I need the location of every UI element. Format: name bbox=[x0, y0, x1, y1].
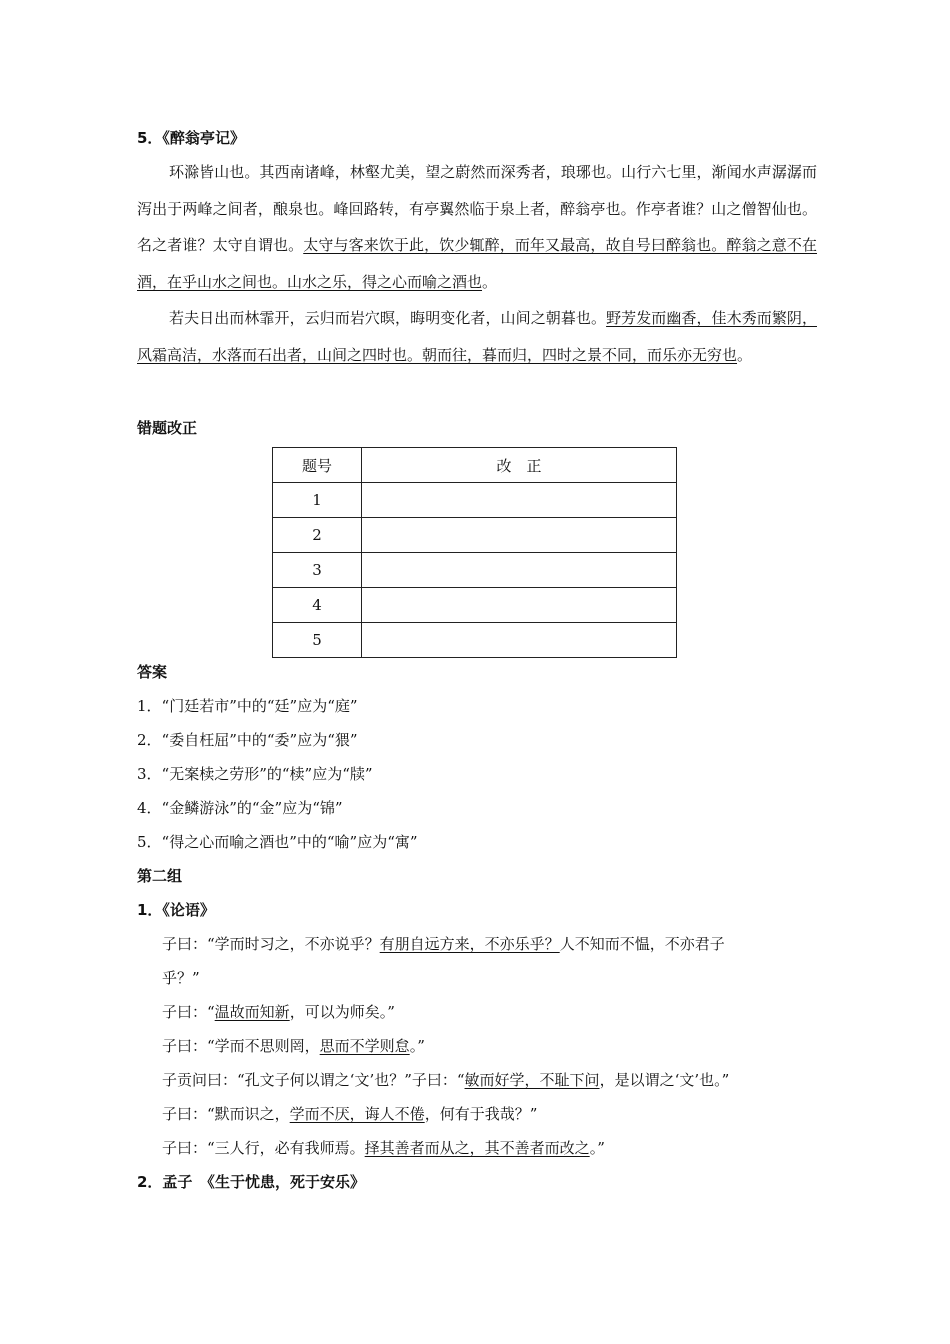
text-segment: 乎？” bbox=[162, 969, 200, 987]
answer-item: 5．“得之心而喻之酒也”中的“喻”应为“寓” bbox=[137, 833, 418, 851]
row-number: 1 bbox=[273, 483, 362, 518]
para1-seg-0: 环滁皆山也。其西南诸峰，林壑尤美，望之蔚然而深秀者，琅琊也。山行六七里，渐闻水声潺潺而泻出于两峰之间者，酿泉也。峰回路转，有亭翼然临于泉上者，醉翁亭也。作亭者谁？山之僧智仙也。名之者谁？太守自谓也。 bbox=[137, 163, 817, 254]
paragraph-zuiweng-2 bbox=[137, 300, 817, 373]
lunyu-line bbox=[162, 1104, 537, 1124]
lunyu-line bbox=[162, 1002, 395, 1022]
text-segment: 子曰：“ bbox=[162, 1003, 215, 1021]
answer-item: 1．“门廷若市”中的“廷”应为“庭” bbox=[137, 697, 358, 715]
underlined-segment: 择其善者而从之，其不善者而改之 bbox=[364, 1139, 590, 1157]
header-question-number: 题号 bbox=[273, 448, 362, 483]
section-heading-zuiweng: 5．《醉翁亭记》 bbox=[137, 129, 245, 147]
lunyu-line bbox=[162, 1138, 605, 1158]
row-number: 3 bbox=[273, 553, 362, 588]
para1-seg-2: 。 bbox=[482, 272, 498, 291]
underlined-segment: 思而不学则怠 bbox=[319, 1037, 410, 1055]
lunyu-heading: 1．《论语》 bbox=[137, 901, 215, 919]
text-segment: 子曰：“默而识之， bbox=[162, 1105, 290, 1123]
answer-item: 4．“金鳞游泳”的“金”应为“锦” bbox=[137, 799, 343, 817]
text-segment: 子贡问曰：“孔文子何以谓之‘文’也？”子曰：“ bbox=[162, 1071, 465, 1089]
answer-item: 2．“委自枉屈”中的“委”应为“猥” bbox=[137, 731, 358, 749]
lunyu-line bbox=[162, 1036, 425, 1056]
row-number: 2 bbox=[273, 518, 362, 553]
text-segment: 。” bbox=[409, 1037, 425, 1055]
correction-cell[interactable] bbox=[362, 518, 677, 553]
table-row bbox=[273, 553, 677, 588]
paragraph-zuiweng-1 bbox=[137, 154, 817, 300]
lunyu-line bbox=[162, 1070, 729, 1090]
text-segment: 人不知而不愠，不亦君子 bbox=[559, 935, 725, 953]
para2-seg-1-underlined: 野芳发而幽香，佳木秀而繁阴，风霜高洁，水落而石出者，山间之四时也。朝而往，暮而归，四时之景不同，而乐亦无穷也 bbox=[137, 309, 817, 364]
table-row bbox=[273, 518, 677, 553]
underlined-segment: 学而不厌，诲人不倦 bbox=[289, 1105, 425, 1123]
correction-cell[interactable] bbox=[362, 588, 677, 623]
underlined-segment: 敏而好学，不耻下问 bbox=[464, 1071, 600, 1089]
mengzi-heading: 2．孟子 《生于忧患，死于安乐》 bbox=[137, 1173, 365, 1191]
correction-cell[interactable] bbox=[362, 553, 677, 588]
text-segment: ，可以为师矣。” bbox=[289, 1003, 395, 1021]
correction-cell[interactable] bbox=[362, 623, 677, 658]
correction-table bbox=[272, 447, 677, 658]
answers-heading: 答案 bbox=[137, 663, 168, 681]
table-row bbox=[273, 588, 677, 623]
underlined-segment: 温故而知新 bbox=[214, 1003, 290, 1021]
correction-cell[interactable] bbox=[362, 483, 677, 518]
text-segment: ，何有于我哉？” bbox=[424, 1105, 538, 1123]
para2-seg-0: 若夫日出而林霏开，云归而岩穴暝，晦明变化者，山间之朝暮也。 bbox=[169, 309, 607, 327]
correction-heading: 错题改正 bbox=[137, 419, 198, 437]
table-header-row bbox=[273, 448, 677, 483]
para1-seg-1-underlined: 太守与客来饮于此，饮少辄醉，而年又最高，故自号曰醉翁也。醉翁之意不在酒，在乎山水之间也。山水之乐，得之心而喻之酒也 bbox=[137, 236, 817, 291]
lunyu-line bbox=[162, 968, 200, 988]
lunyu-line bbox=[162, 934, 725, 954]
text-segment: 子曰：“三人行，必有我师焉。 bbox=[162, 1139, 365, 1157]
group2-heading: 第二组 bbox=[137, 867, 183, 885]
table-row bbox=[273, 483, 677, 518]
header-correction: 改 正 bbox=[362, 448, 677, 483]
text-segment: 子曰：“学而不思则罔， bbox=[162, 1037, 320, 1055]
row-number: 4 bbox=[273, 588, 362, 623]
text-segment: ，是以谓之‘文’也。” bbox=[599, 1071, 730, 1089]
row-number: 5 bbox=[273, 623, 362, 658]
text-segment: 子曰：“学而时习之，不亦说乎？ bbox=[162, 935, 380, 953]
para2-seg-2: 。 bbox=[737, 345, 753, 364]
underlined-segment: 有朋自远方来，不亦乐乎？ bbox=[379, 935, 560, 953]
text-segment: 。” bbox=[589, 1139, 605, 1157]
answer-item: 3．“无案椟之劳形”的“椟”应为“牍” bbox=[137, 765, 373, 783]
table-row bbox=[273, 623, 677, 658]
